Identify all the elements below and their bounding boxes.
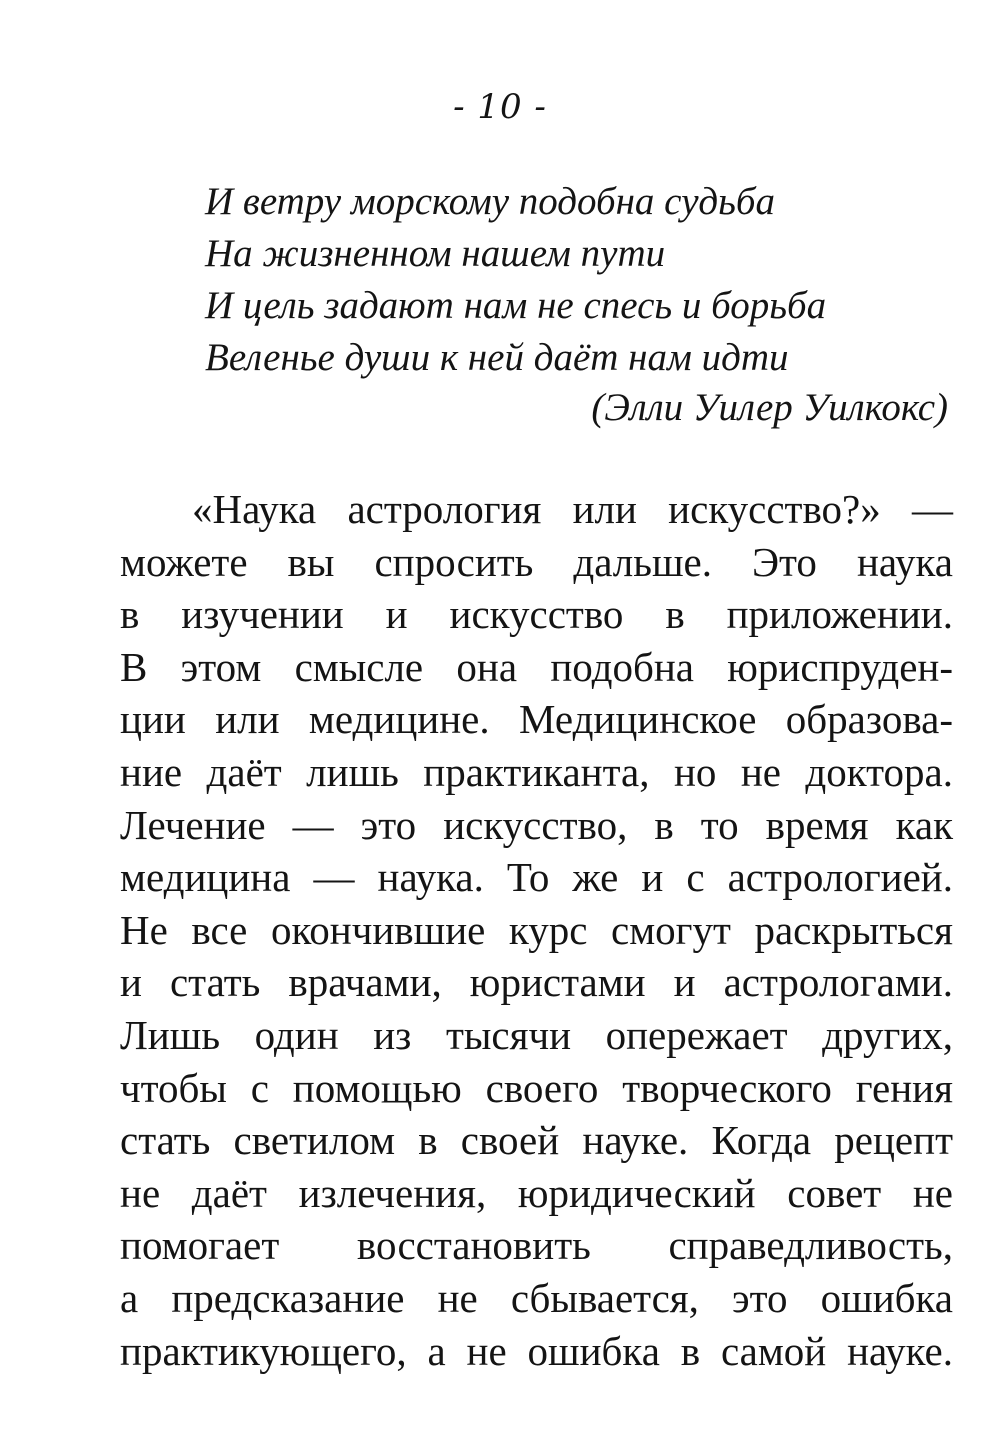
paragraph-line: не даёт излечения, юридический совет не [120,1169,953,1216]
paragraph-line: Лечение — это искусство, в то время как [120,801,953,848]
paragraph-line: «Наука астрология или искусство?» — [192,486,953,532]
paragraph-line: в изучении и искусство в приложении. [120,591,953,638]
epigraph-attribution: (Элли Уилер Уилкокс) [591,386,948,429]
body-paragraph [120,483,953,1377]
poem-line: И цель задают нам не спесь и борьба [205,284,827,327]
paragraph-line: практикующего, а не ошибка в самой науке. [120,1327,953,1374]
poem-line: Веленье души к ней даёт нам идти [205,336,789,379]
paragraph-line: Не все окончившие курс смогут раскрыться [120,906,953,953]
paragraph-line: стать светилом в своей науке. Когда рецепт [120,1117,953,1164]
paragraph-line: чтобы с помощью своего творческого гения [120,1064,953,1111]
page-number: - 10 - [453,87,547,127]
paragraph-line: В этом смысле она подобна юриспруден- [120,643,953,690]
poem-line: На жизненном нашем пути [205,232,666,275]
paragraph-line: Лишь один из тысячи опережает других, [120,1011,953,1058]
epigraph-poem [205,176,955,384]
paragraph-line: медицина — наука. То же и с астрологией. [120,854,953,901]
paragraph-line: ции или медицине. Медицинское образова- [120,696,953,743]
paragraph-line: ние даёт лишь практиканта, но не доктора. [120,748,953,795]
paragraph-line: помогает восстановить справедливость, [120,1222,953,1269]
paragraph-line: и стать врачами, юристами и астрологами. [120,959,953,1006]
paragraph-line: а предсказание не сбывается, это ошибка [120,1274,953,1321]
paragraph-line: можете вы спросить дальше. Это наука [120,538,953,585]
poem-line: И ветру морскому подобна судьба [205,180,776,223]
